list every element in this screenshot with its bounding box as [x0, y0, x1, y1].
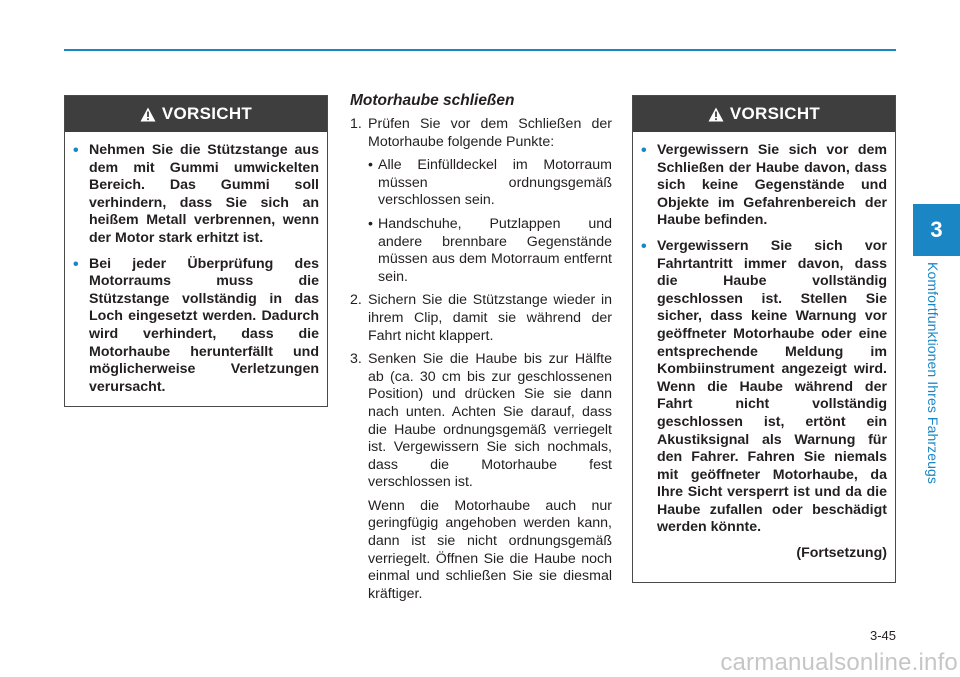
- step-2: 2. Sichern Sie die Stützstange wieder in ihrem Clip, damit sie während der Fahrt nicht klappert.: [350, 292, 612, 344]
- step-3: 3. Senken Sie die Haube bis zur Hälfte ab (ca. 30 cm bis zur geschlossenen Position) und drücken Sie sie dann nach unten. Achten Sie darauf, dass die Haube ordnungsgemäß verriegelt ist. Vergewissern Sie sich nochmals, dass die Motorhaube fest verschlossen ist.: [350, 351, 612, 491]
- chapter-number-tab: [913, 204, 960, 256]
- continued-label: (Fortsetzung): [796, 545, 887, 562]
- left-caution-box: [64, 95, 328, 407]
- right-caution-box: [632, 95, 896, 583]
- bullet-icon: •: [368, 157, 373, 174]
- right-caution-title: VORSICHT: [729, 104, 821, 123]
- chapter-number: 3: [930, 217, 943, 242]
- bullet-icon: •: [73, 142, 79, 159]
- bullet-icon: •: [368, 215, 373, 232]
- chapter-side-title: [921, 262, 945, 502]
- section-title: Motorhaube schließen: [350, 92, 515, 109]
- left-caution-header: [65, 96, 327, 132]
- watermark: carmanualsonline.info: [720, 649, 958, 676]
- right-caution-item: • Vergewissern Sie sich vor dem Schließen der Haube davon, dass sich keine Gegenstände und Objekte im Gefahrenbereich der Haube befinden.: [641, 142, 887, 229]
- warning-triangle-icon: [708, 107, 724, 122]
- left-caution-item: • Bei jeder Überprüfung des Motorraums muss die Stützstange vollständig in das Loch eingesetzt werden. Dadurch wird verhindert, dass die Motorhaube herunterfällt und möglicherweise Verletzungen verursacht.: [73, 255, 319, 395]
- bullet-icon: •: [73, 255, 79, 273]
- right-caution-item: • Vergewissern Sie sich vor Fahrtantritt immer davon, dass die Haube vollständig geschlossen ist. Stellen Sie sicher, dass keine Warnung vor geöffneter Motorhaube oder eine entsprechende Meldung im Kombiinstrument angezeigt wird. Wenn die Haube während der Fahrt nicht vollständig geschlossen ist, ertönt ein Akustiksignal als Warnung für den Fahrer. Fahren Sie niemals mit geöffneter Motorhaube, da Ihre Sicht versperrt ist und da die Haube zufallen oder beschädigt werden könnte.: [641, 237, 887, 536]
- main-column: [350, 92, 612, 603]
- left-caution-item: • Nehmen Sie die Stützstange aus dem mit Gummi umwickelten Bereich. Das Gummi soll verhindern, dass Sie sich an heißem Metall verbrennen, wenn der Motor stark erhitzt ist.: [73, 142, 319, 246]
- left-caution-title: VORSICHT: [161, 104, 253, 123]
- chapter-title: Komfortfunktionen Ihres Fahrzeugs: [925, 262, 941, 484]
- bullet-icon: •: [641, 142, 647, 159]
- note-paragraph: Wenn die Motorhaube auch nur geringfügig angehoben werden kann, dann ist sie nicht ordnungsgemäß verriegelt. Öffnen Sie die Haube noch einmal und schließen Sie sie diesmal kräftiger.: [368, 497, 612, 602]
- right-caution-header: [633, 96, 895, 132]
- warning-triangle-icon: [140, 107, 156, 122]
- top-rule: [64, 49, 896, 51]
- bullet-icon: •: [641, 237, 647, 255]
- page-number: 3-45: [869, 628, 896, 643]
- sub-item: • Handschuhe, Putzlappen und andere brennbare Gegenstände müssen aus dem Motorraum entfernt sein.: [368, 215, 612, 285]
- step-1: 1. Prüfen Sie vor dem Schließen der Motorhaube folgende Punkte:: [350, 116, 612, 150]
- sub-item: • Alle Einfülldeckel im Motorraum müssen ordnungsgemäß verschlossen sein.: [368, 157, 612, 209]
